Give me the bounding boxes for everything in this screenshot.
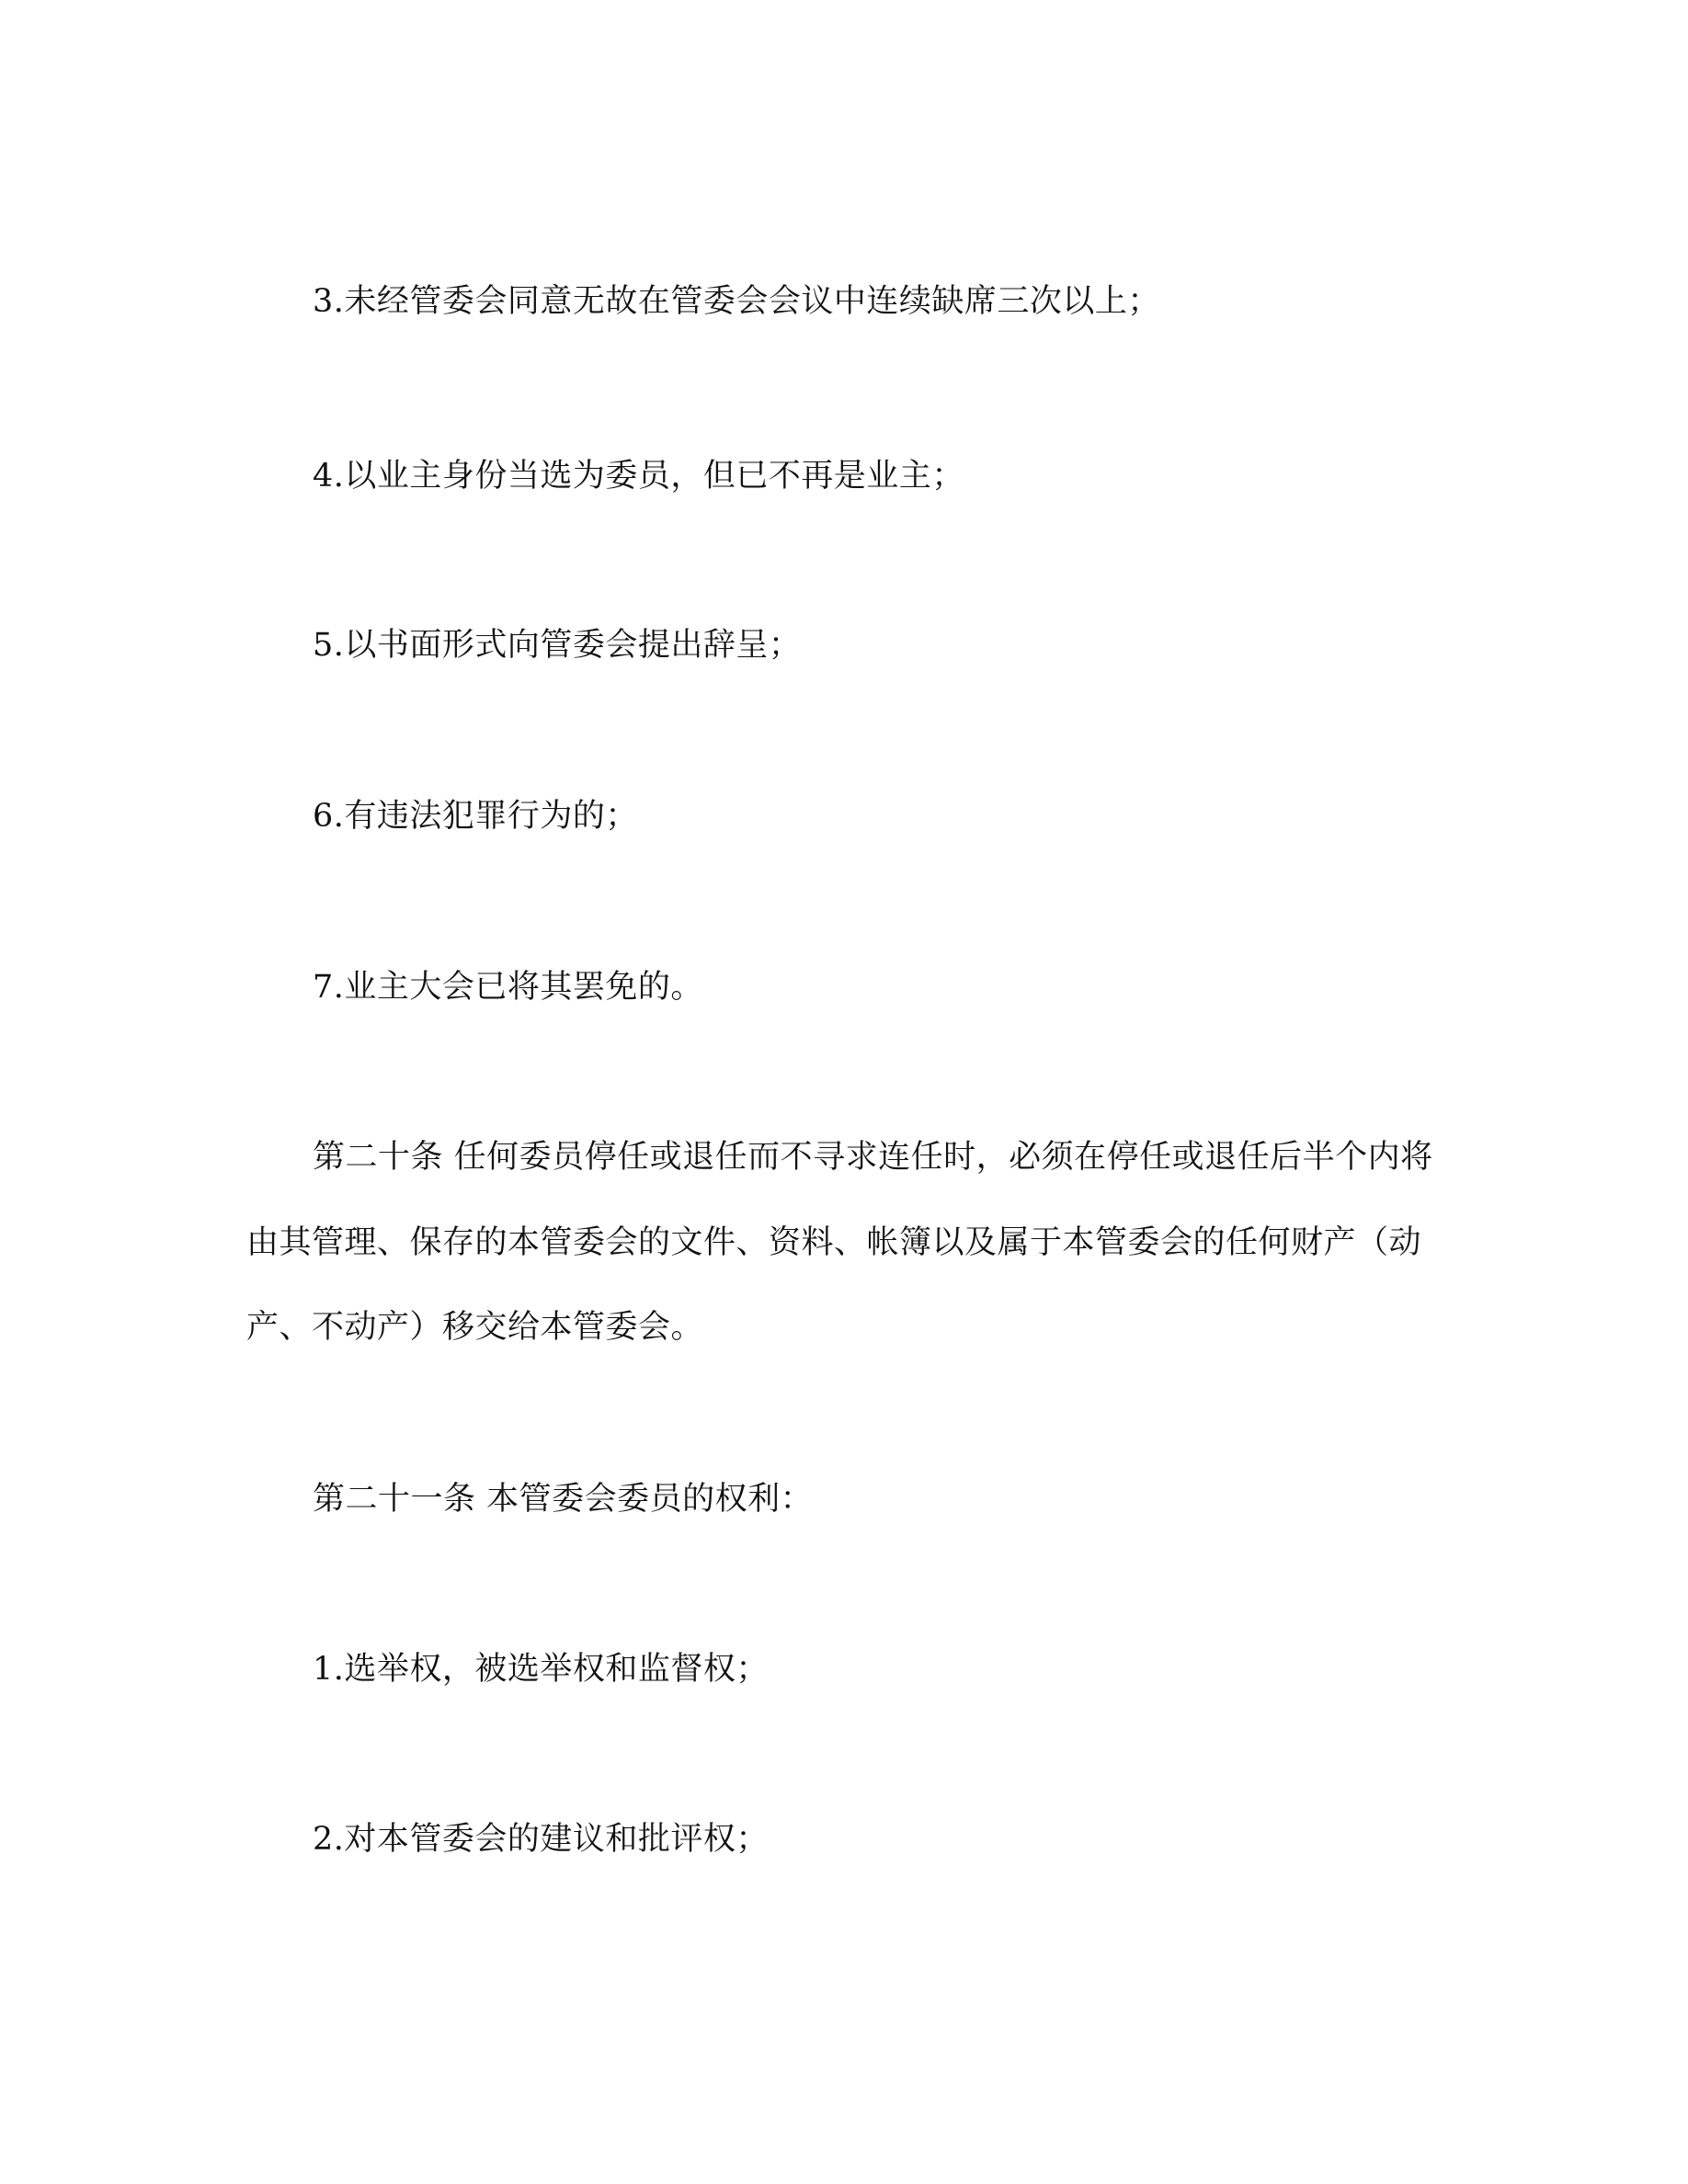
article-20-line-1: 第二十条 任何委员停任或退任而不寻求连任时，必须在停任或退任后半个内将 bbox=[313, 1139, 1433, 1176]
article-20-line-3: 产、不动产）移交给本管委会。 bbox=[246, 1309, 704, 1346]
article-21-heading: 第二十一条 本管委会委员的权利： bbox=[313, 1481, 814, 1518]
right-1-text: 1.选举权，被选举权和监督权； bbox=[313, 1651, 769, 1688]
right-2-text: 2.对本管委会的建议和批评权； bbox=[313, 1821, 769, 1858]
item-3-text: 3.未经管委会同意无故在管委会会议中连续缺席三次以上； bbox=[313, 283, 1160, 320]
item-6-text: 6.有违法犯罪行为的； bbox=[313, 798, 638, 835]
item-4-text: 4.以业主身份当选为委员，但已不再是业主； bbox=[313, 458, 964, 495]
item-7-text: 7.业主大会已将其罢免的。 bbox=[313, 969, 703, 1006]
article-20-line-2: 由其管理、保存的本管委会的文件、资料、帐簿以及属于本管委会的任何财产（动 bbox=[246, 1224, 1422, 1261]
item-5-text: 5.以书面形式向管委会提出辞呈； bbox=[313, 627, 802, 664]
